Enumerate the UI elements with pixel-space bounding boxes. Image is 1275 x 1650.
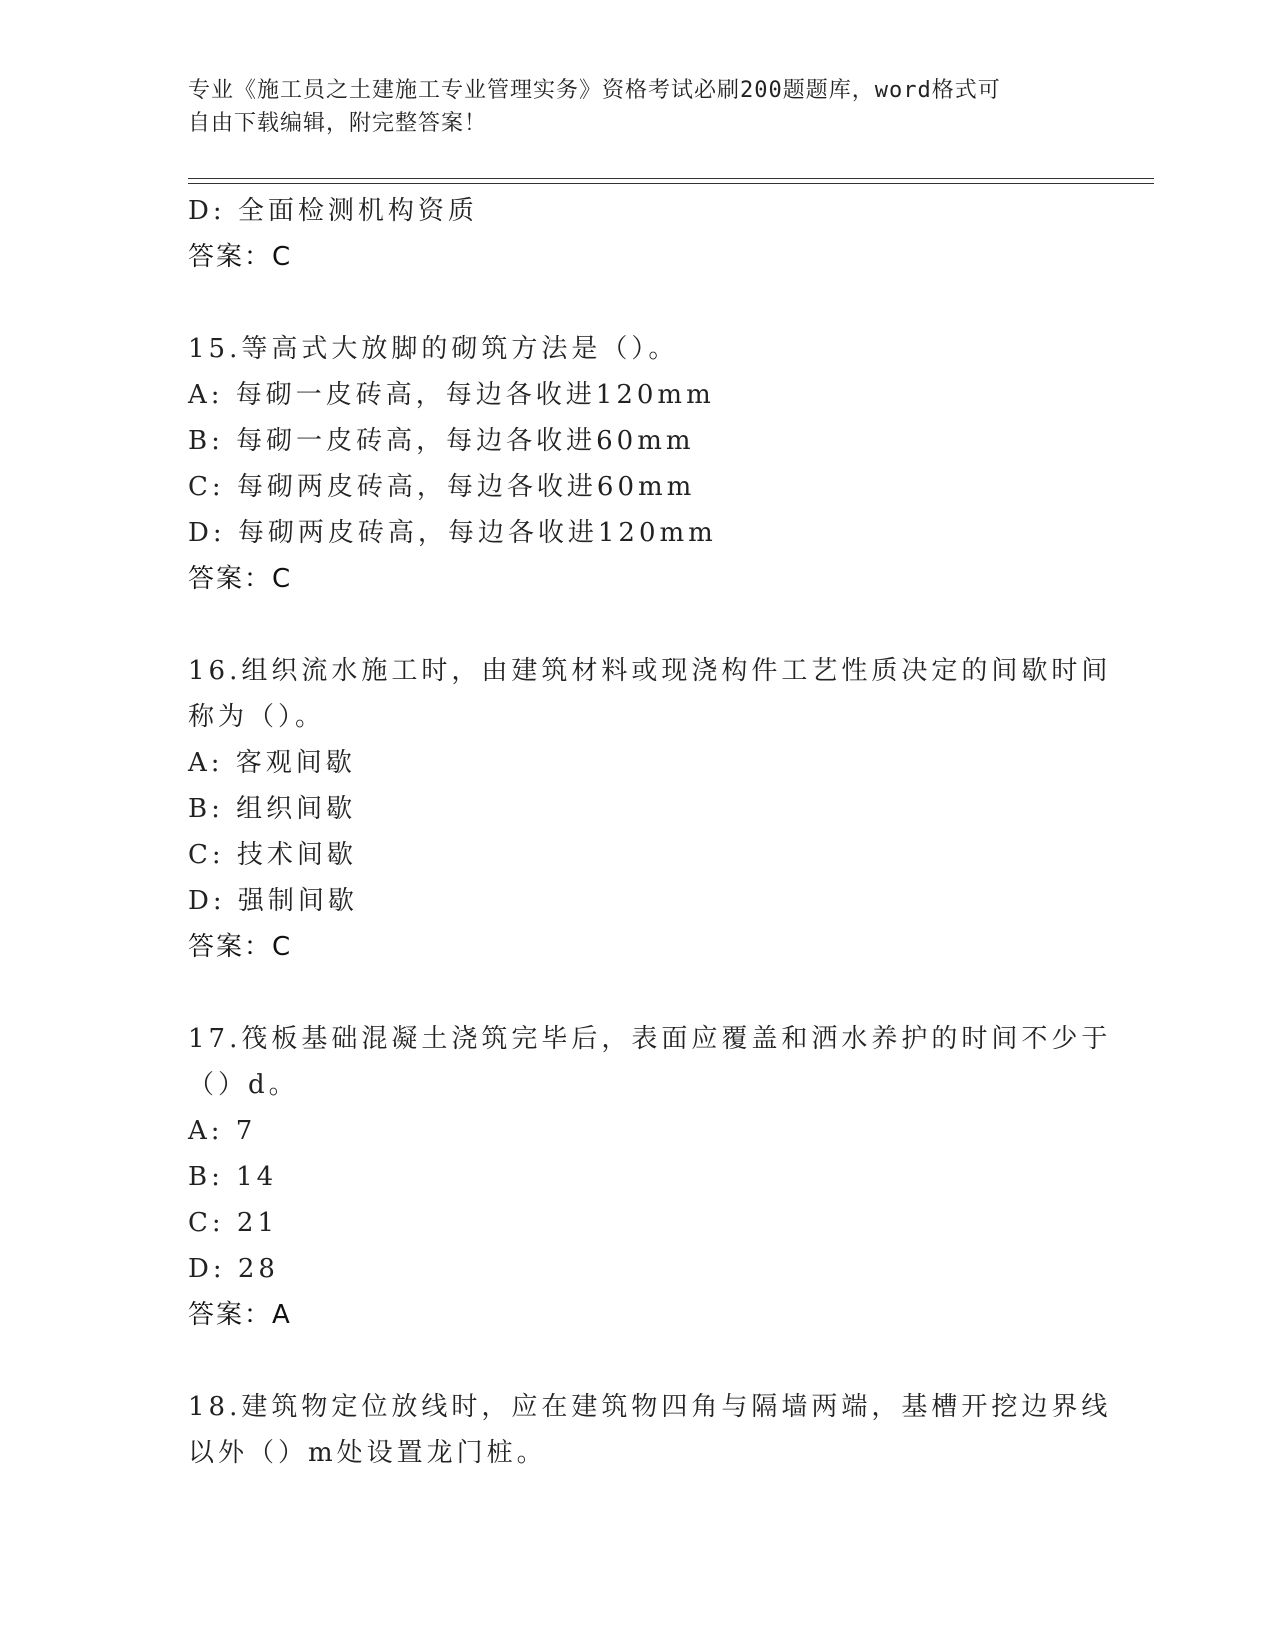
question-stem-line-1: 18.建筑物定位放线时，应在建筑物四角与隔墙两端，基槽开挖边界线	[188, 1392, 1112, 1422]
option-c: C: 每砌两皮砖高，每边各收进60mm	[188, 472, 696, 502]
previous-question-tail	[188, 188, 1088, 280]
option-b: B: 每砌一皮砖高，每边各收进60mm	[188, 426, 695, 456]
question-15	[188, 326, 1088, 602]
answer-line: 答案：C	[188, 932, 293, 962]
option-d: D: 28	[188, 1254, 279, 1284]
option-b: B: 14	[188, 1162, 278, 1192]
question-stem-line-1: 16.组织流水施工时，由建筑材料或现浇构件工艺性质决定的间歇时间	[188, 656, 1112, 686]
option-c: C: 技术间歇	[188, 840, 357, 870]
spacer	[188, 280, 1088, 326]
spacer	[188, 1338, 1088, 1384]
header-title-line-1: 专业《施工员之土建施工专业管理实务》资格考试必刷200题题库，word格式可	[188, 78, 1001, 103]
option-d: D: 全面检测机构资质	[188, 196, 478, 226]
option-a: A: 7	[188, 1116, 257, 1146]
spacer	[188, 602, 1088, 648]
option-d: D: 每砌两皮砖高，每边各收进120mm	[188, 518, 717, 548]
question-stem: 15.等高式大放脚的砌筑方法是（）。	[188, 334, 679, 364]
question-content	[188, 188, 1112, 1476]
answer-line: 答案：C	[188, 564, 293, 594]
answer-line: 答案：C	[188, 242, 293, 272]
answer-line: 答案：A	[188, 1300, 292, 1330]
question-stem-line-2: （）d。	[188, 1070, 299, 1100]
page-header	[188, 74, 1068, 140]
option-d: D: 强制间歇	[188, 886, 358, 916]
header-divider-top	[188, 178, 1154, 179]
question-stem-line-1: 17.筏板基础混凝土浇筑完毕后，表面应覆盖和洒水养护的时间不少于	[188, 1024, 1112, 1054]
option-a: A: 每砌一皮砖高，每边各收进120mm	[188, 380, 715, 410]
question-stem-line-2: 以外（）m处设置龙门桩。	[188, 1438, 547, 1468]
question-16	[188, 648, 1112, 970]
header-divider-bottom	[188, 183, 1154, 184]
question-18	[188, 1384, 1112, 1476]
option-c: C: 21	[188, 1208, 279, 1238]
header-title-line-2: 自由下载编辑，附完整答案！	[188, 111, 488, 136]
spacer	[188, 970, 1088, 1016]
option-b: B: 组织间歇	[188, 794, 357, 824]
option-a: A: 客观间歇	[188, 748, 356, 778]
question-stem-line-2: 称为（）。	[188, 702, 326, 732]
question-17	[188, 1016, 1112, 1338]
